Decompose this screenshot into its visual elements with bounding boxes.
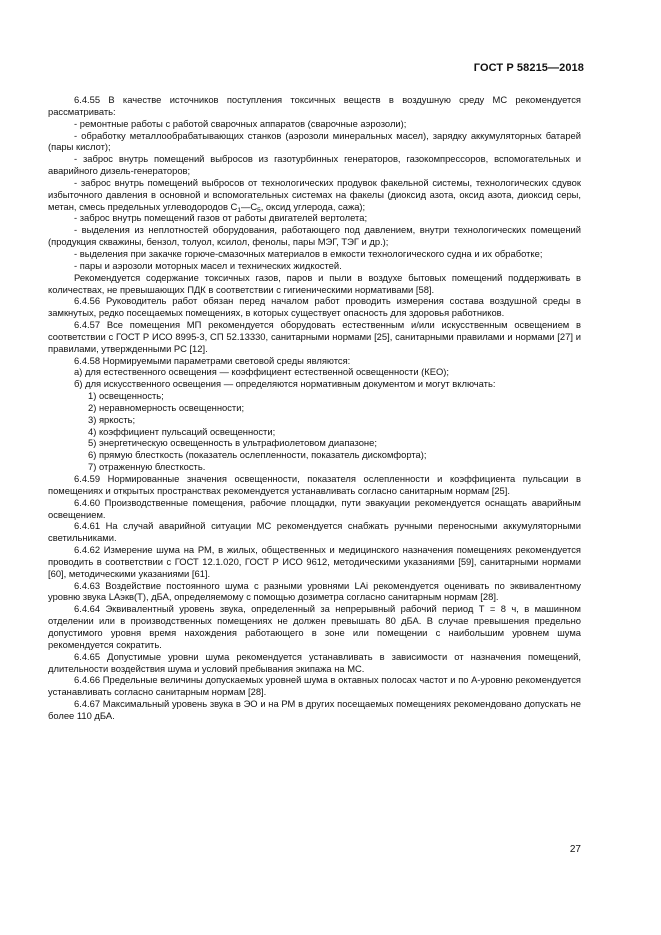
paragraph: 6.4.67 Максимальный уровень звука в ЭО и на РМ в других посещаемых помещениях рекомендовано допускать не более 110 дБА.	[48, 698, 581, 721]
paragraph: 6.4.56 Руководитель работ обязан перед началом работ проводить измерения состава воздушной среды в замкнутых, редко посещаемых помещениях, в которых существует опасность для здоровья работников.	[48, 295, 581, 319]
bullet-item: - заброс внутрь помещений выбросов от технологических продувок факельной системы, технологических сдувок избыточного давления в основной и вспомогательных системах на факелы (диоксид азота, оксид азота, диоксид серы, метан, смесь предельных углеводородов $C_1—C_5$, оксид углерода, сажа);	[48, 176, 581, 214]
paragraph: 6.4.61 На случай аварийной ситуации МС рекомендуется снабжать ручными переносными аккумуляторными светильниками.	[48, 520, 581, 544]
list-item: 1) освещенность;	[88, 390, 164, 402]
paragraph: 6.4.55 В качестве источников поступления токсичных веществ в воздушную среду МС рекомендуется рассматривать:	[48, 94, 581, 117]
paragraph: 6.4.62 Измерение шума на РМ, в жилых, общественных и медицинского назначения помещениях рекомендуется проводить в соответствии с ГОСТ 12.1.020, ГОСТ Р ИСО 9612, методическими указаниями [59], санитарными нормами [60], методическими указаниями [61].	[48, 544, 581, 579]
bullet-item: - пары и аэрозоли моторных масел и технических жидкостей.	[74, 259, 342, 271]
list-item: 4) коэффициент пульсаций освещенности;	[88, 425, 276, 437]
paragraph: а) для естественного освещения — коэффициент естественной освещенности (КЕО);	[74, 366, 450, 378]
bullet-item: - выделения из неплотностей оборудования, работающего под давлением, внутри технологических помещений (продукция скважины, бензол, толуол, ксилол, фенолы, пары МЭГ, ТЭГ и др.);	[48, 224, 581, 248]
list-item: 6) прямую блесткость (показатель ослепленности, показатель дискомфорта);	[88, 449, 427, 461]
bullet-item: - заброс внутрь помещений выбросов из газотурбинных генераторов, газокомпрессоров, вспомогательных и аварийного дизель-генераторов;	[48, 153, 581, 177]
document-standard-id: ГОСТ Р 58215—2018	[473, 62, 584, 74]
paragraph: 6.4.58 Нормируемыми параметрами световой среды являются:	[74, 354, 351, 366]
paragraph: 6.4.60 Производственные помещения, рабочие площадки, пути эвакуации рекомендуется оснащать аварийным освещением.	[48, 496, 581, 520]
bullet-item: - обработку металлообрабатывающих станков (аэрозоли минеральных масел), зарядку аккумуляторных батарей (пары кислот);	[48, 129, 581, 153]
paragraph: 6.4.65 Допустимые уровни шума рекомендуется устанавливать в зависимости от назначения помещений, длительности воздействия шума и условий пребывания экипажа на МС.	[48, 650, 581, 674]
paragraph: б) для искусственного освещения — определяются нормативным документом и могут включать:	[74, 378, 496, 390]
bullet-item: - заброс внутрь помещений газов от работы двигателей вертолета;	[74, 212, 368, 224]
page-number: 27	[569, 844, 581, 855]
list-item: 2) неравномерность освещенности;	[88, 401, 245, 413]
paragraph: 6.4.59 Нормированные значения освещенности, показателя ослепленности и коэффициента пульсации в помещениях и открытых пространствах рекомендуется устанавливать согласно санитарным нормам [25].	[48, 473, 581, 496]
paragraph: 6.4.57 Все помещения МП рекомендуется оборудовать естественным и/или искусственным освещением в соответствии с ГОСТ Р ИСО 8995-3, СП 52.13330, санитарными нормами [25], санитарными правилами и нормами [27] и правилами, утвержденными РС [12].	[48, 319, 581, 354]
list-item: 3) яркость;	[88, 413, 136, 425]
bullet-item: - ремонтные работы с работой сварочных аппаратов (сварочные аэрозоли);	[74, 117, 407, 129]
paragraph: 6.4.64 Эквивалентный уровень звука, определенный за непрерывный рабочий период Т = 8 ч, в машинном отделении или в производственных помещениях не должен превышать 80 дБА. В случае превышения предельно допустимого уровня время нахождения работающего в зоне или помещении с наибольшим уровнем шума рекомендуется сократить.	[48, 603, 581, 650]
list-item: 5) энергетическую освещенность в ультрафиолетовом диапазоне;	[88, 437, 377, 449]
list-item: 7) отраженную блесткость.	[88, 461, 206, 473]
paragraph: Рекомендуется содержание токсичных газов, паров и пыли в воздухе бытовых помещений поддерживать в количествах, не превышающих ПДК в соответствии с гигиеническими нормативами [58].	[48, 271, 581, 295]
paragraph: 6.4.66 Предельные величины допускаемых уровней шума в октавных полосах частот и по А-уровню рекомендуется устанавливать согласно санитарным нормам [28].	[48, 674, 581, 698]
paragraph: 6.4.63 Воздействие постоянного шума с разными уровнями LAi рекомендуется оценивать по эквивалентному уровню звука LAэкв(T), дБА, определяемому с помощью дозиметра согласно санитарным нормам [28].	[48, 579, 581, 603]
bullet-item: - выделения при закачке горюче-смазочных материалов в емкости технологического судна и их обработке;	[74, 247, 543, 259]
document-body	[48, 94, 581, 722]
